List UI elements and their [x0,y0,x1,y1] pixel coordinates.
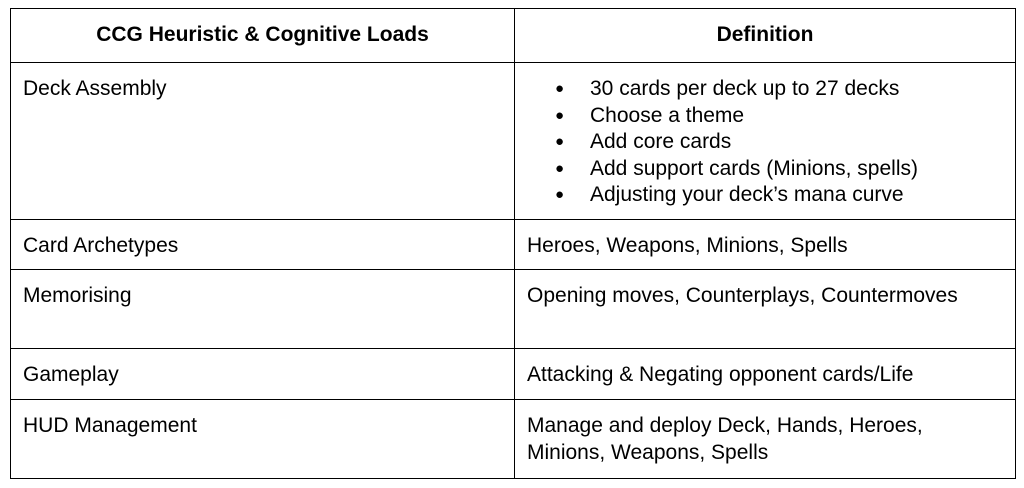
ccg-heuristics-table [10,8,1016,479]
table-row [11,349,1016,400]
list-item: ● 30 cards per deck up to 27 decks [555,76,1003,103]
list-item: ● Add support cards (Minions, spells) [555,156,1003,183]
list-item: ● Choose a theme [555,103,1003,130]
cell-term: Gameplay [11,349,515,400]
list-item: ● Add core cards [555,129,1003,156]
table-row [11,63,1016,220]
header-heuristic: CCG Heuristic & Cognitive Loads [11,9,515,63]
header-row [11,9,1016,63]
table-row [11,219,1016,270]
cell-term: Deck Assembly [11,63,515,220]
cell-term: Memorising [11,270,515,349]
cell-term: HUD Management [11,400,515,479]
cell-term: Card Archetypes [11,219,515,270]
cell-definition: Heroes, Weapons, Minions, Spells [515,219,1016,270]
header-definition: Definition [515,9,1016,63]
cell-definition: Attacking & Negating opponent cards/Life [515,349,1016,400]
table-row [11,270,1016,349]
cell-definition: Manage and deploy Deck, Hands, Heroes, Minions, Weapons, Spells [515,400,1016,479]
cell-definition: Opening moves, Counterplays, Countermoves [515,270,1016,349]
table-container [10,8,1015,479]
table-row [11,400,1016,479]
definition-bullet-list [527,76,1003,209]
list-item: ● Adjusting your deck’s mana curve [555,182,1003,209]
cell-definition [515,63,1016,220]
